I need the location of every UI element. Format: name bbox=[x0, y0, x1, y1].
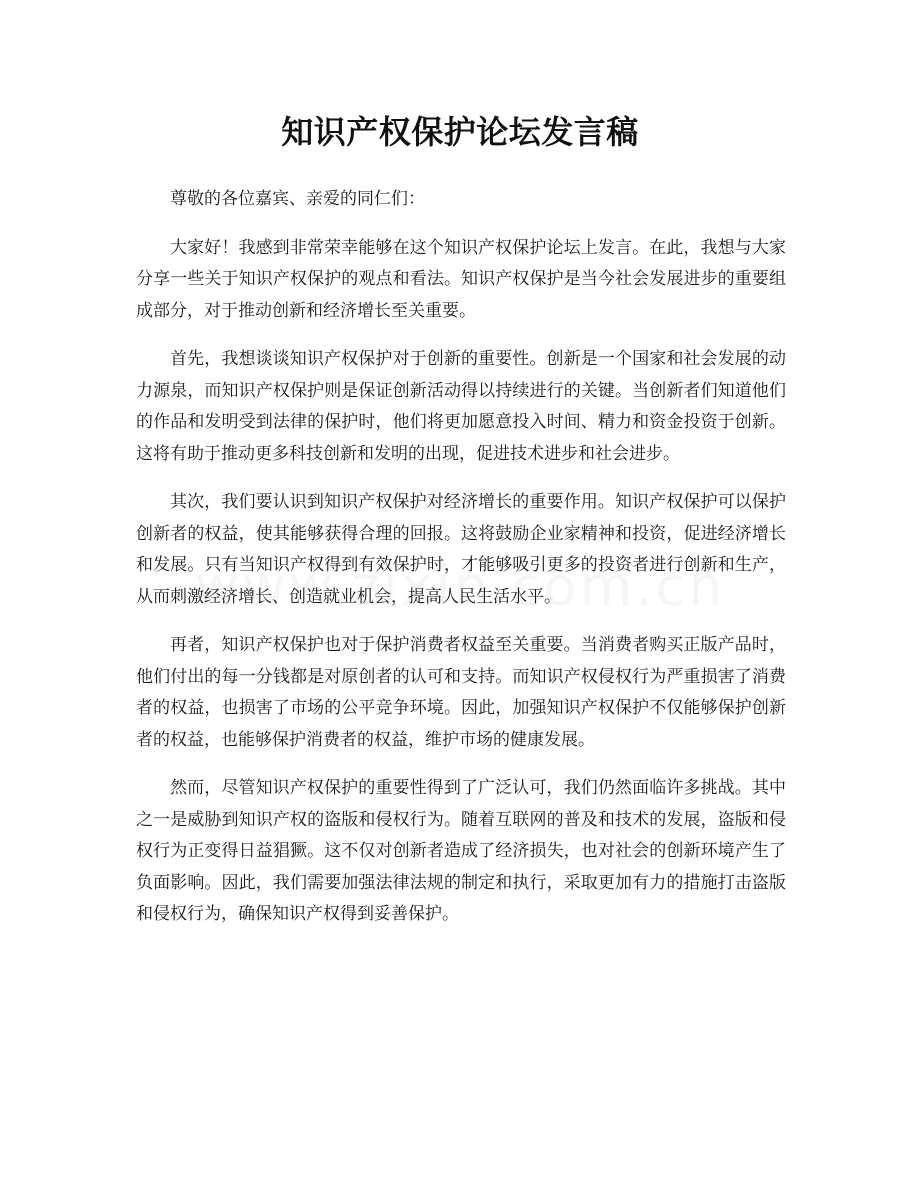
paragraph: 再者，知识产权保护也对于保护消费者权益至关重要。当消费者购买正版产品时，他们付出的每一分钱都是对原创者的认可和支持。而知识产权侵权行为严重损害了消费者的权益，也损害了市场的公平竞争环境。因此，加强知识产权保护不仅能够保护创新者的权益，也能够保护消费者的权益，维护市场的健康发展。 bbox=[136, 635, 786, 750]
paragraph: 大家好！我感到非常荣幸能够在这个知识产权保护论坛上发言。在此，我想与大家分享一些关于知识产权保护的观点和看法。知识产权保护是当今社会发展进步的重要组成部分，对于推动创新和经济增长至关重要。 bbox=[136, 237, 786, 321]
paragraph: 其次，我们要认识到知识产权保护对经济增长的重要作用。知识产权保护可以保护创新者的权益，使其能够获得合理的回报。这将鼓励企业家精神和投资，促进经济增长和发展。只有当知识产权得到有效保护时，才能够吸引更多的投资者进行创新和生产，从而刺激经济增长、创造就业机会，提高人民生活水平。 bbox=[136, 492, 786, 607]
document-title: 知识产权保护论坛发言稿 bbox=[281, 113, 639, 151]
document-body bbox=[136, 184, 786, 948]
paragraph: 首先，我想谈谈知识产权保护对于创新的重要性。创新是一个国家和社会发展的动力源泉，而知识产权保护则是保证创新活动得以持续进行的关键。当创新者们知道他们的作品和发明受到法律的保护时，他们将更加愿意投入时间、精力和资金投资于创新。这将有助于推动更多科技创新和发明的出现，促进技术进步和社会进步。 bbox=[136, 349, 786, 464]
paragraph: 然而，尽管知识产权保护的重要性得到了广泛认可，我们仍然面临许多挑战。其中之一是威胁到知识产权的盗版和侵权行为。随着互联网的普及和技术的发展，盗版和侵权行为正变得日益猖獗。这不仅对创新者造成了经济损失，也对社会的创新环境产生了负面影响。因此，我们需要加强法律法规的制定和执行，采取更加有力的措施打击盗版和侵权行为，确保知识产权得到妥善保护。 bbox=[136, 778, 786, 924]
salutation: 尊敬的各位嘉宾、亲爱的同仁们： bbox=[170, 189, 425, 209]
